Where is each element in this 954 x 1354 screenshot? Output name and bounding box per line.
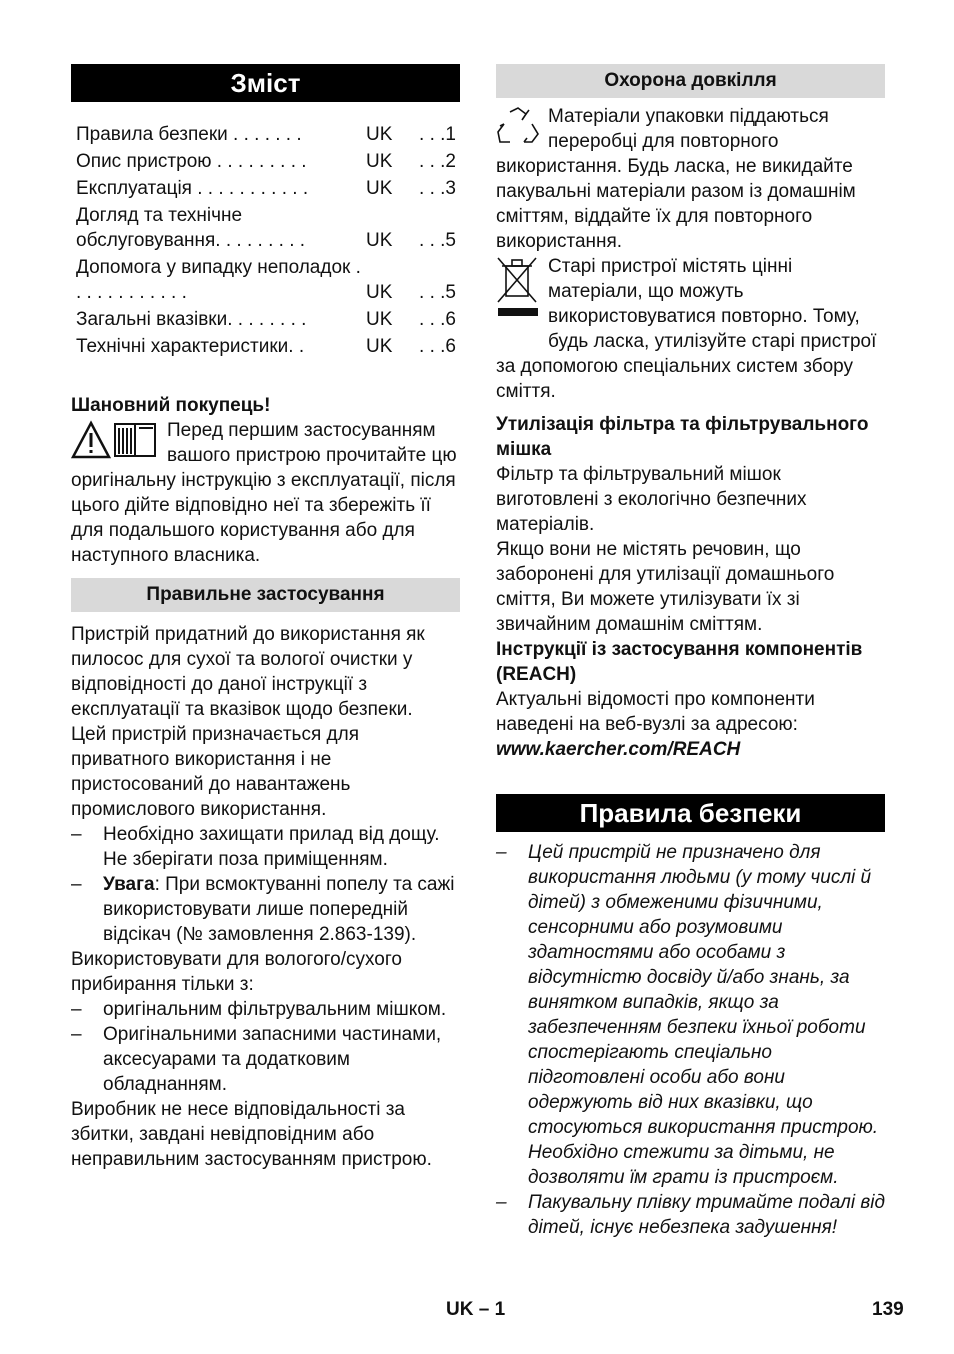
crossed-bin-icon [496,256,540,331]
intro-block [71,418,460,568]
toc-title: Експлуатація . . . . . . . . . . . [76,178,309,199]
toc-lang: UK [366,309,393,330]
footer-section-label: UK – 1 [446,1299,506,1320]
list-item: – Пакувальну плівку тримайте подалі від дітей, існує небезпека задушення! [496,1190,885,1240]
toc-title: Загальні вказівки. . . . . . . . [76,309,307,330]
toc-heading: Зміст [71,64,460,102]
toc-title: Технічні характеристики. . [76,336,305,357]
left-column [71,64,460,1172]
toc-lang: UK [366,230,393,251]
toc-row[interactable] [76,307,460,332]
toc-page: . . .2 [419,151,456,172]
reach-heading: Інструкції із застосування компонентів (REACH) [496,639,863,685]
list-item: – Цей пристрій не призначено для використання людьми (у тому числі й дітей) з обмеженими фізичними, сенсорними або розумовими здатностями або особами з відсутністю досвіду й/або знань, за винятком випадків, якщо за забезпеченням безпеки їхньої роботи спостерігають спеціально підготовлені особи або вони одержують від них вказівки, що стосуються використання пристрою. Необхідно стежити за дітьми, не дозволяти їм грати із пристроєм. [496,840,885,1190]
toc-row[interactable] [76,203,460,253]
toc-title: Догляд та технічне обслуговування. . . . . . . . . [76,205,306,251]
toc-lang: UK [366,124,393,145]
proper-use-heading: Правильне застосування [71,578,460,612]
env-heading: Охорона довкілля [496,64,885,98]
toc-lang: UK [366,336,393,357]
toc-row[interactable] [76,255,460,305]
env-block-2 [496,254,885,404]
toc-page: . . .5 [419,282,456,303]
recycle-icon [496,106,540,153]
toc-row[interactable] [76,334,460,359]
toc-row[interactable] [76,149,460,174]
proper-use-p3: Використовувати для вологого/сухого прибирання тільки з: [71,949,402,995]
proper-use-p1: Пристрій придатний до використання як пилосос для сухої та вологої очистки у відповідності до даної інструкції з експлуатації та вказівок щодо безпеки. [71,624,425,720]
toc-lang: UK [366,282,393,303]
safety-heading: Правила безпеки [496,794,885,832]
manual-book-icon [115,424,155,456]
dear-customer: Шановний покупець! [71,395,271,416]
toc-title: Допомога у випадку неполадок . . . . . . . . . . . . [76,257,361,303]
intro-text: Перед першим застосуванням вашого пристрою прочитайте цю оригінальну інструкцію з експлуатації, після цього дійте відповідно неї та збережіть її для подальшого користування або для наступного власника. [71,420,457,566]
proper-use-p4: Виробник не несе відповідальності за збитки, завдані невідповідним або неправильним застосуванням пристрою. [71,1099,432,1170]
page-number: 139 [872,1299,904,1320]
env-text-2: Старі пристрої містять цінні матеріали, що можуть використовуватися повторно. Тому, будь ласка, утилізуйте старі пристрої за допомогою спеціальних систем збору сміття. [496,256,877,402]
toc-page: . . .5 [419,230,456,251]
toc-page: . . .3 [419,178,456,199]
filter-p2: Якщо вони не містять речовин, що заборонені для утилізації домашнього сміття, Ви можете утилізувати їх зі звичайним домашнім сміттям. [496,539,835,635]
warning-icon [73,423,109,457]
env-block-1 [496,104,885,254]
list-item: – Необхідно захищати прилад від дощу. Не зберігати поза приміщенням. [71,822,460,872]
warning-manual-icons [71,420,159,467]
toc-title: Правила безпеки . . . . . . . [76,124,302,145]
toc-title: Опис пристрою . . . . . . . . . [76,151,307,172]
right-column [496,64,885,1240]
filter-heading: Утилізація фільтра та фільтрувального мішка [496,414,869,460]
toc-page: . . .6 [419,336,456,357]
table-of-contents [71,122,460,359]
toc-lang: UK [366,151,393,172]
filter-p1: Фільтр та фільтрувальний мішок виготовлені з екологічно безпечних матеріалів. [496,464,807,535]
toc-lang: UK [366,178,393,199]
reach-url[interactable]: www.kaercher.com/REACH [496,739,741,760]
list-item: – Увага: При всмоктуванні попелу та сажі використовувати лише попередній відсікач (№ замовлення 2.863-139). [71,872,460,947]
toc-page: . . .6 [419,309,456,330]
toc-page: . . .1 [419,124,456,145]
toc-row[interactable] [76,122,460,147]
list-item: – Оригінальними запасними частинами, аксесуарами та додатковим обладнанням. [71,1022,460,1097]
list-item: – оригінальним фільтрувальним мішком. [71,997,460,1022]
env-text-1: Матеріали упаковки піддаються переробці для повторного використання. Будь ласка, не викидайте пакувальні матеріали разом із домашнім сміттям, віддайте їх для повторного використання. [496,106,856,252]
proper-use-p2: Цей пристрій призначається для приватного використання і не пристосований до навантажень промислового використання. [71,724,359,820]
reach-p1: Актуальні відомості про компоненти наведені на веб-вузлі за адресою: [496,689,815,735]
toc-row[interactable] [76,176,460,201]
